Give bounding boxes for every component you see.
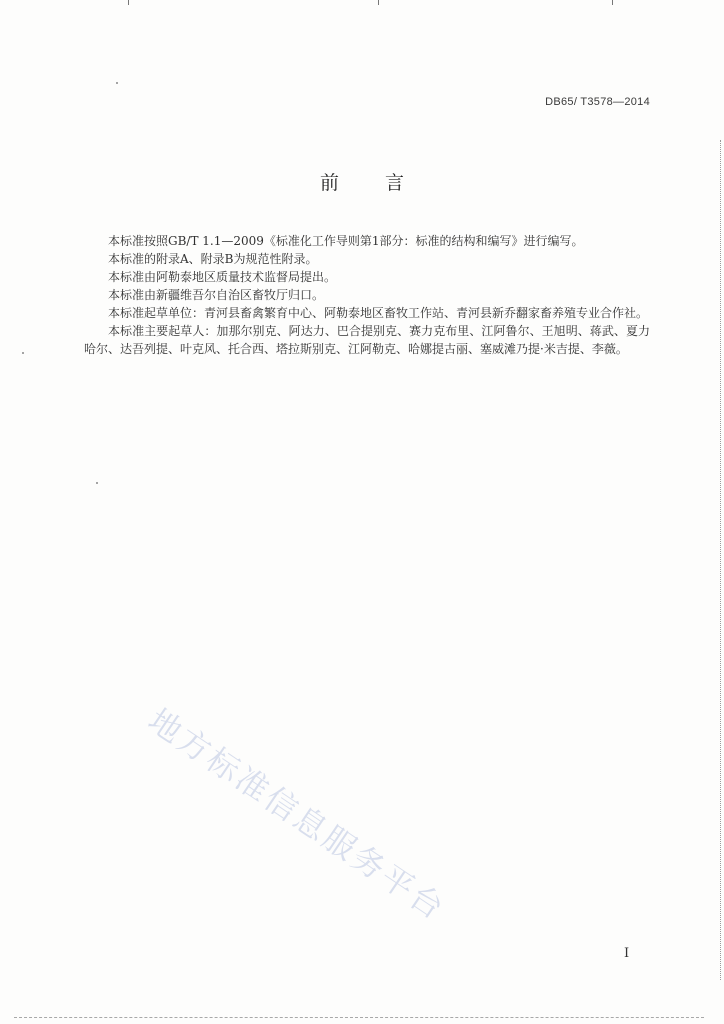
scan-edge-bottom [14,1017,704,1018]
watermark-text: 地方标准信息服务平台 [141,700,453,929]
page-title: 前 言 [319,172,425,194]
scan-speck [116,82,118,84]
foreword-paragraph: 本标准起草单位：青河县畜禽繁育中心、阿勒泰地区畜牧工作站、青河县新乔翻家畜养殖专业合作社。 [108,306,649,320]
standard-code: DB65/ T3578—2014 [545,96,650,108]
scan-speck [96,482,98,484]
page-number: I [624,946,630,961]
scan-edge-top [0,0,724,8]
foreword-paragraph: 本标准主要起草人：加那尔别克、阿达力、巴合提别克、赛力克布里、江阿鲁尔、王旭明、蒋武、夏力哈尔、达吾列提、叶克风、托合西、塔拉斯别克、江阿勒克、哈娜提古丽、塞威滩乃提·米吉提、李薇。 [84,324,650,356]
scan-edge-right [718,140,721,980]
foreword-paragraph: 本标准由阿勒泰地区质量技术监督局提出。 [108,270,337,284]
foreword-paragraph: 本标准按照GB/T 1.1—2009《标准化工作导则第1部分：标准的结构和编写》进行编写。 [108,234,584,248]
foreword-paragraph: 本标准的附录A、附录B为规范性附录。 [108,252,318,266]
foreword-body [84,232,650,358]
scan-speck [22,352,24,354]
foreword-paragraph: 本标准由新疆维吾尔自治区畜牧厅归口。 [108,288,325,302]
